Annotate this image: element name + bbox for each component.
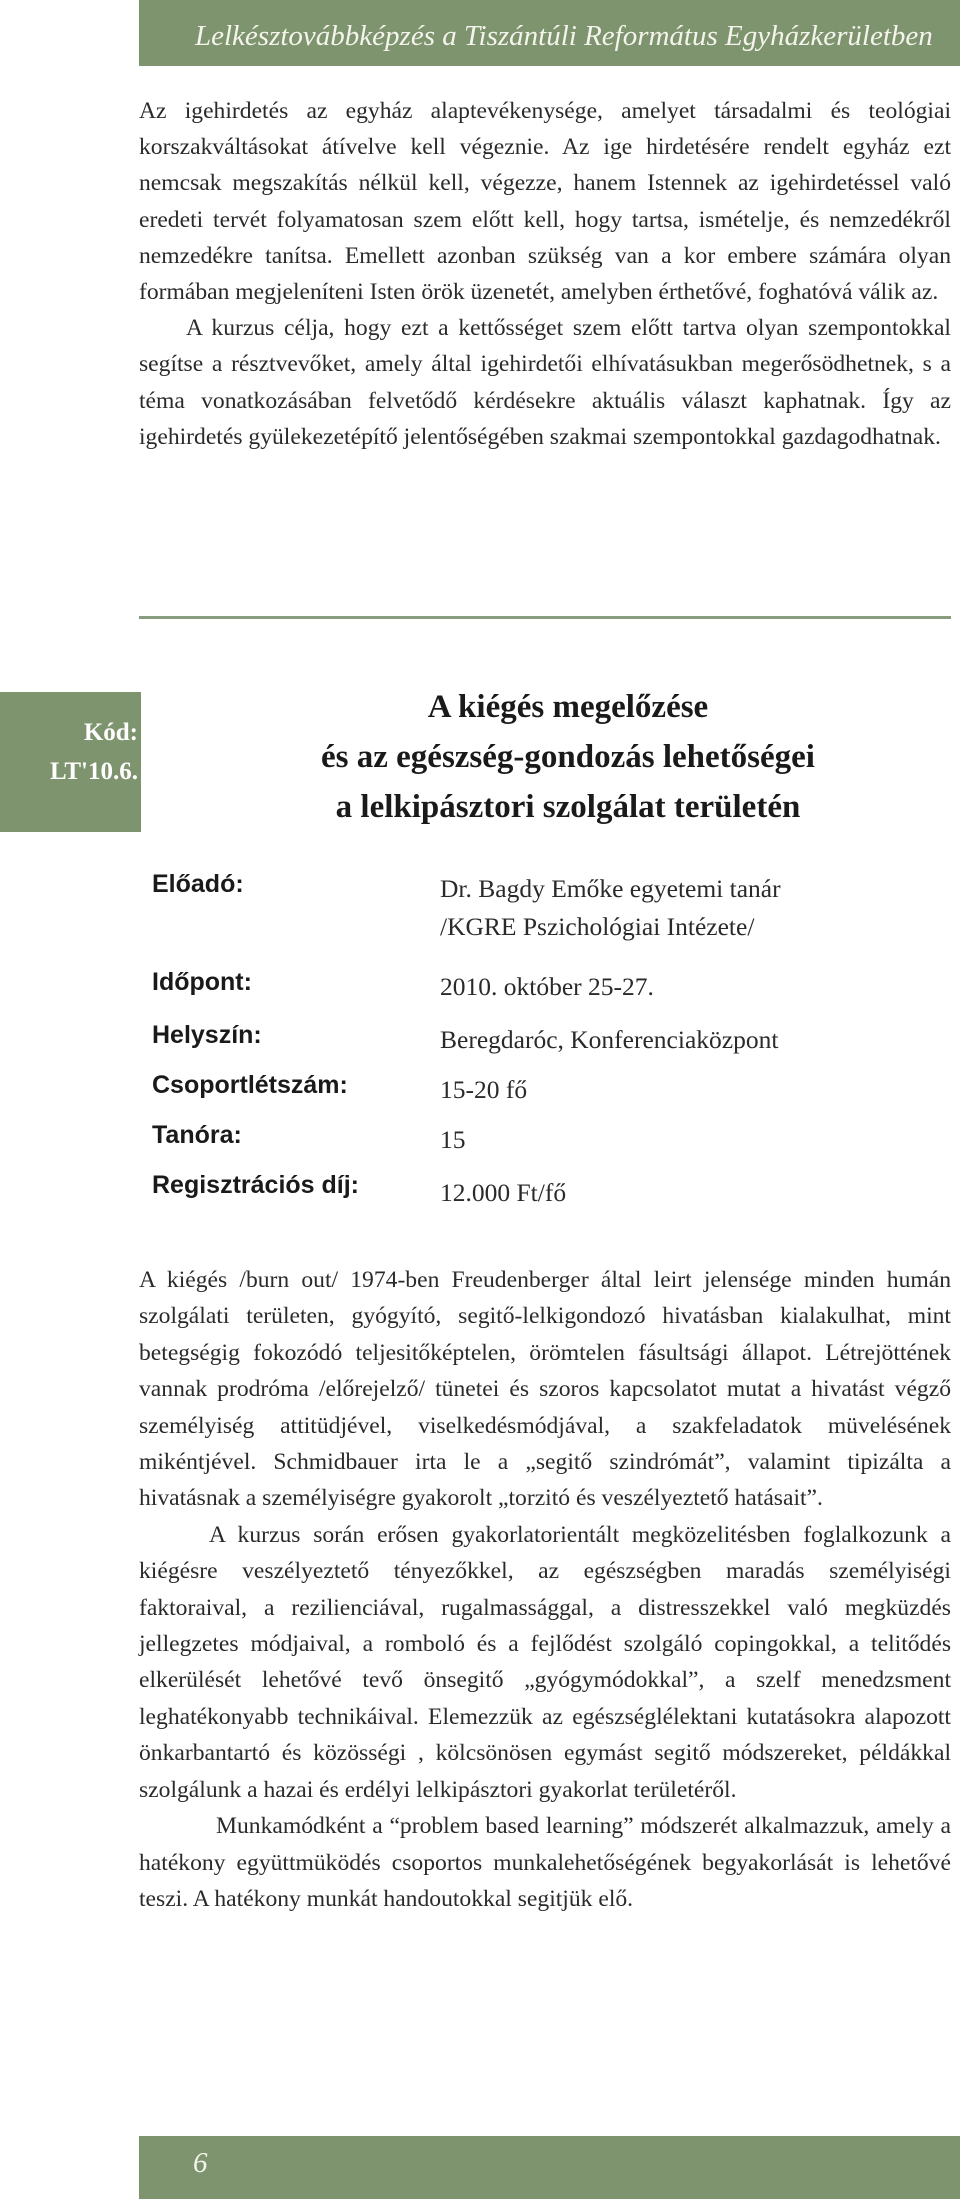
course-title [178,682,958,832]
csoportletszam-label: Csoportlétszám: [152,1071,348,1099]
page-number: 6 [193,2147,208,2179]
course-description [139,1262,951,1917]
idopont-label: Időpont: [152,968,252,996]
footer-band [139,2136,960,2199]
description-paragraph-2: A kurzus során erősen gyakorlatorientált megközelitésben foglalkozunk a kiégésre veszélyeztető tényezőkkel, az egészségben maradás személyiségi faktoraival, a rezilienciával, rugalmassággal, a distresszekkel való megküzdés jellegzetes módjaival, a romboló és a fejlődést szolgáló copingokkal, a telitődés elkerülését lehetővé tevő önsegitő „gyógymódokkal”, a szelf menedzsment leghatékonyabb technikáival. Elemezzük az egészséglélektani kutatásokra alapozott önkarbantartó és közösségi , kölcsönösen egymást segitő módszereket, példákkal szolgálunk a hazai és erdélyi lelkipásztori gyakorlat területéről. [139,1521,951,1803]
section-divider [139,616,951,619]
eloado-label: Előadó: [152,870,244,898]
running-header-title: Lelkésztovábbképzés a Tiszántúli Református Egyházkerületben [195,20,933,52]
course-title-line-2: és az egészség-gondozás lehetőségei [321,739,815,775]
description-paragraph-1: A kiégés /burn out/ 1974-ben Freudenberger által leirt jelensége minden humán szolgálati területen, gyógyító, segitő-lelkigondozó hivatásban kialakulhat, mint betegségig fokozódó teljesitőképtelen, örömtelen fásultsági állapot. Létrejöttének vannak prodróma /előrejelző/ tünetei és szoros kapcsolatot mutat a hivatást végző személyiség attitüdjével, viselkedésmódjával, a szakfeladatok müvelésének mikéntjével. Schmidbauer irta le a „segitő szindrómát”, valamint tipizálta a hivatásnak a személyiségre gyakorolt „torzitó és veszélyeztető hatásait”. [139,1267,951,1512]
course-title-line-1: A kiégés megelőzése [427,689,709,725]
course-title-line-3: a lelkipásztori szolgálat területén [335,789,801,825]
helyszin-label: Helyszín: [152,1021,262,1049]
intro-paragraph-2: A kurzus célja, hogy ezt a kettősséget szem előtt tartva olyan szempontokkal segítse a résztvevőket, amely által igehirdetői elhívatásukban megerősödhetnek, s a téma vonatkozásában felvetődő kérdésekre aktuális választ kaphatnak. Így az igehirdetés gyülekezetépítő jelentőségében szakmai szempontokkal gazdagodhatnak. [139,315,951,450]
course-code-value: LT'10.6. [49,758,138,785]
csoportletszam-value: 15-20 fő [440,1075,528,1104]
description-paragraph-3: Munkamódként a “problem based learning” módszerét alkalmazzuk, amely a hatékony együttmüködés csoportos munkalehetőségének begyakorlását is lehetővé teszi. A hatékony munkát handoutokkal segitjük elő. [139,1813,951,1912]
regisztracios-dij-value: 12.000 Ft/fő [440,1178,567,1207]
intro-text [139,93,951,455]
course-code-label: Kód: [83,719,138,746]
helyszin-value: Beregdaróc, Konferenciaközpont [440,1025,779,1054]
eloado-value-line-1: Dr. Bagdy Emőke egyetemi tanár [440,874,781,903]
course-code-box [0,692,141,832]
intro-paragraph-1: Az igehirdetés az egyház alaptevékenysége, amelyet társadalmi és teológiai korszakváltásokat átívelve kell végeznie. Az ige hirdetésére rendelt egyház ezt nemcsak megszakítás nélkül kell, végezze, hanem Istennek az igehirdetéssel való eredeti tervét folyamatosan szem előtt kell, hogy tartsa, ismételje, és nemzedékről nemzedékre tanítsa. Emellett azonban szükség van a kor embere számára olyan formában megjeleníteni Isten örök üzenetét, amelyben érthetővé, foghatóvá válik az. [139,98,951,306]
tanora-value: 15 [440,1125,466,1154]
idopont-value: 2010. október 25-27. [440,972,654,1001]
eloado-value-line-2: /KGRE Pszichológiai Intézete/ [440,912,755,941]
regisztracios-dij-label: Regisztrációs díj: [152,1171,359,1199]
tanora-label: Tanóra: [152,1121,242,1149]
